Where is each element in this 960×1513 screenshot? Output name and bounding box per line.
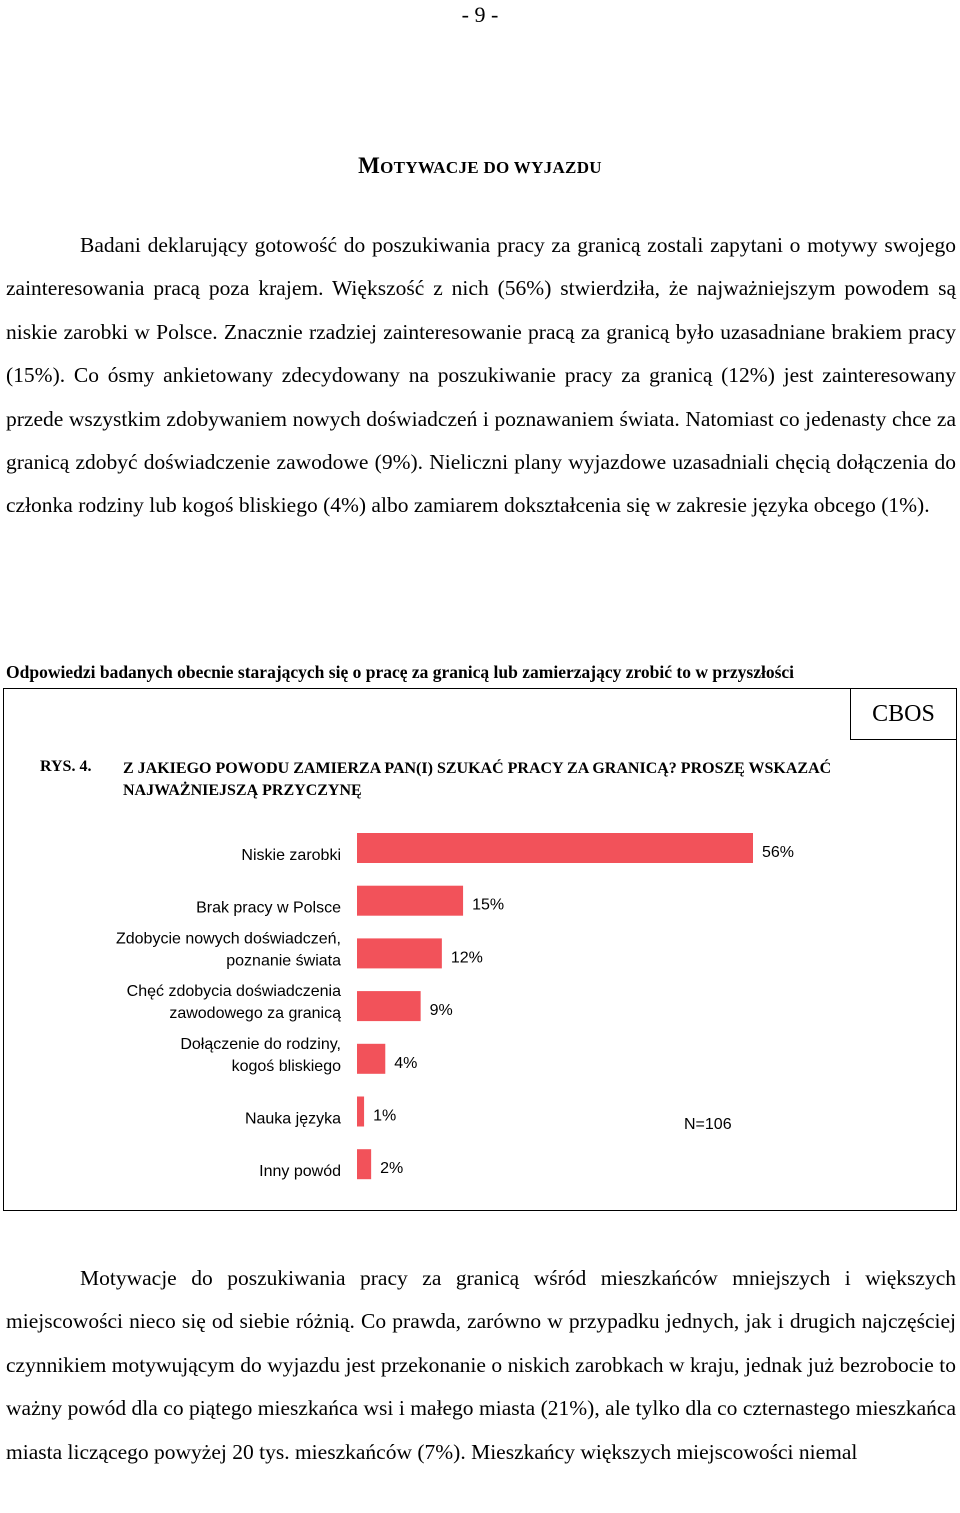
bar-0	[357, 833, 753, 863]
value-label: 12%	[450, 949, 483, 967]
category-label: Niskie zarobki	[241, 847, 341, 864]
bar-1	[357, 886, 463, 916]
figure-question: Z JAKIEGO POWODU ZAMIERZA PAN(I) SZUKAĆ PRACY ZA GRANICĄ? PROSZĘ WSKAZAĆ NAJWAŻNIEJSZĄ PRZYCZYNĘ	[123, 760, 832, 799]
category-label	[127, 983, 341, 1022]
section-title-lead: M	[358, 153, 381, 178]
bar-6	[357, 1149, 371, 1179]
category-label: Nauka języka	[244, 1110, 341, 1128]
value-label: 15%	[472, 896, 505, 914]
sample-size-label: N=106	[684, 1116, 732, 1133]
category-label-line: zawodowego za granicą	[169, 1005, 341, 1023]
value-label: 4%	[394, 1054, 418, 1072]
category-label-line: kogoś bliskiego	[231, 1057, 341, 1075]
value-label: 56%	[762, 844, 795, 861]
category-label: Brak pracy w Polsce	[196, 899, 341, 917]
value-label: 2%	[380, 1160, 404, 1178]
category-label-line: Chęć zdobycia doświadczenia	[126, 983, 341, 1001]
category-label-line: poznanie świata	[226, 952, 341, 970]
value-label: 9%	[429, 1002, 453, 1020]
category-label: Inny powód	[259, 1163, 341, 1181]
category-label	[116, 930, 341, 969]
category-label	[180, 1036, 341, 1075]
bar-3	[357, 991, 421, 1021]
page-number: - 9 -	[461, 2, 499, 27]
category-label-line: Dołączenie do rodziny,	[180, 1035, 341, 1053]
bar-4	[357, 1044, 385, 1074]
section-title-rest: OTYWACJE DO WYJAZDU	[380, 158, 602, 177]
paragraph-intro: Badani deklarujący gotowość do poszukiwania pracy za granicą zostali zapytani o motywy swojego zainteresowania pracą poza krajem. Większość z nich (56%) stwierdziła, że najważniejszym powodem są niskie zarobki w Polsce. Znacznie rzadziej zainteresowanie pracą za granicą było uzasadniane brakiem pracy (15%). Co ósmy ankietowany zdecydowany na poszukiwanie pracy za granicą (12%) jest zainteresowany przede wszystkim zdobywaniem nowych doświadczeń i poznawaniem świata. Natomiast co jedenasty chce za granicą zdobyć doświadczenie zawodowe (9%). Nieliczni plany wyjazdowe uzasadniali chęcią dołączenia do członka rodziny lub kogoś bliskiego (4%) albo zamiarem dokształcenia się w zakresie języka obcego (1%).	[6, 233, 956, 518]
bar-2	[357, 938, 442, 968]
category-label-line: Zdobycie nowych doświadczeń,	[115, 930, 341, 948]
figure-label: RYS. 4.	[40, 758, 92, 775]
bar-5	[357, 1097, 364, 1127]
value-label: 1%	[373, 1107, 397, 1125]
figure-caption: Odpowiedzi badanych obecnie starających się o pracę za granicą lub zamierzający zrobić to w przyszłości	[6, 662, 795, 682]
cbos-badge: CBOS	[850, 688, 957, 740]
paragraph-followup: Motywacje do poszukiwania pracy za granicą wśród mieszkańców mniejszych i większych miejscowości nieco się od siebie różnią. Co prawda, zarówno w przypadku jednych, jak i drugich najczęściej czynnikiem motywującym do wyjazdu jest przekonanie o niskich zarobkach w kraju, jednak już bezrobocie to ważny powód dla co piątego mieszkańca wsi i małego miasta (21%), ale tylko dla co czternastego mieszkańca miasta liczącego powyżej 20 tys. mieszkańców (7%). Mieszkańcy większych miejscowości niemal	[6, 1266, 956, 1464]
